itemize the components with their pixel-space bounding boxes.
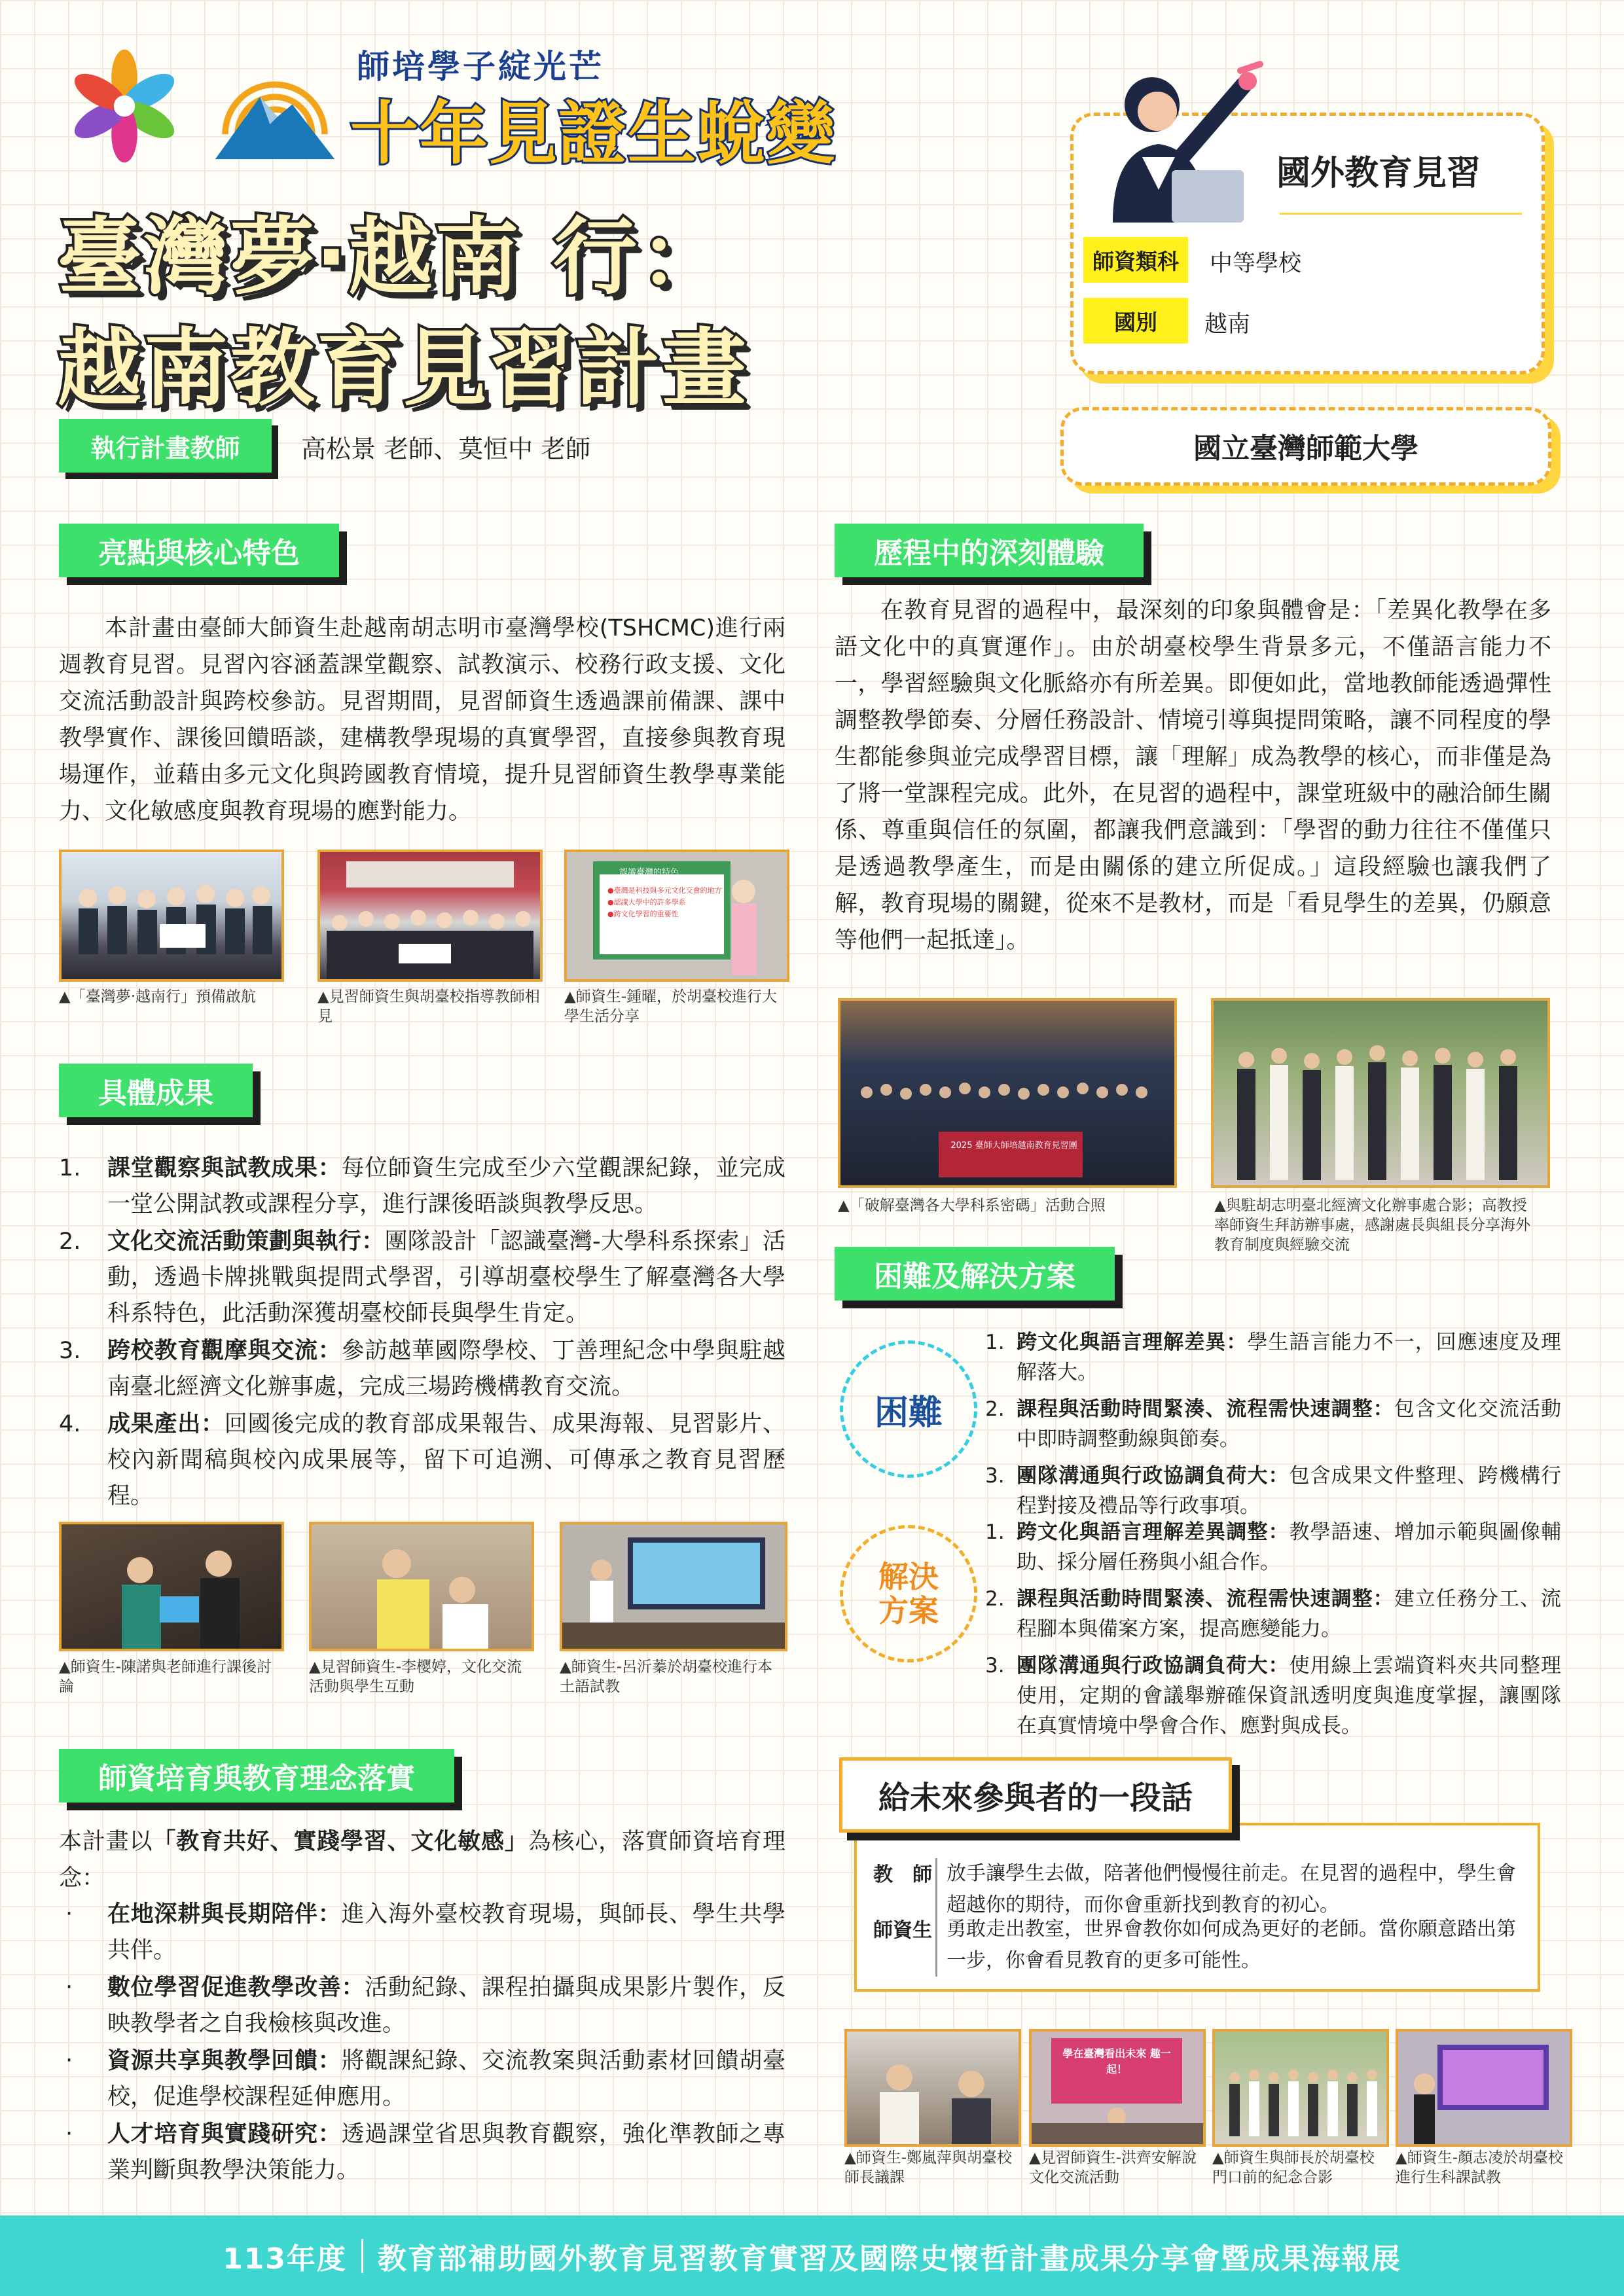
philosophy-list (59, 1897, 785, 2190)
list-item (59, 1333, 785, 1405)
item-title: 課程與活動時間緊湊、流程需快速調整： (1017, 1587, 1394, 1611)
list-item (985, 1584, 1561, 1644)
list-number: 3. (985, 1464, 1005, 1488)
experience-text: 在教育見習的過程中，最深刻的印象與體會是：「差異化教學在多語文化中的真實運作」。由於胡臺校學生背景多元，不僅語言能力不一，學習經驗與文化脈絡亦有所差異。即便如此，當地教師能透過彈性調整教學節奏、分層任務設計、情境引導與提問策略，讓不同程度的學生都能參與並完成學習目標，讓「理解」成為教學的核心，而非僅是為了將一堂課程完成。此外，在見習的過程中，課堂班級中的融洽師生關係、尊重與信任的氛圍，都讓我們意識到：「學習的動力往往不僅僅只是透過教學產生，而是由關係的建立所促成。」這段經驗也讓我們了解，教育現場的關鍵，從來不是教材，而是「看見學生的差異，仍願意等他們一起抵達」。 (835, 598, 1551, 954)
section-heading-difficulties: 困難及解決方案 (835, 1247, 1115, 1300)
photo-caption: ▲師資生-呂沂蓁於胡臺校進行本土語試教 (560, 1659, 772, 1695)
photo-caption: ▲師資生與師長於胡臺校門口前的紀念合影 (1212, 2149, 1375, 2186)
photo-caption: ▲「破解臺灣各大學科系密碼」活動合照 (838, 1197, 1106, 1214)
list-number: 2. (985, 1397, 1005, 1421)
footer-year: 113年度 (223, 2242, 347, 2276)
solution-list (985, 1517, 1561, 1748)
photo-biology-teaching (1396, 2029, 1572, 2147)
item-title: 跨校教育觀摩與交流： (107, 1338, 342, 1364)
list-item (59, 1151, 785, 1223)
message-text-teacher: 放手讓學生去做，陪著他們慢慢往前走。在見習的過程中，學生會超越你的期待，而你會重新找到教育的初心。 (935, 1858, 1523, 1921)
teacher-illustration-icon (1074, 59, 1270, 223)
info-label-subject: 師資類科 (1083, 237, 1188, 283)
slide-text: 認識臺灣的特色 (619, 868, 679, 878)
item-text: 包含文化交流活動中即時調整動線與節奏。 (1017, 1397, 1561, 1451)
photo-culture-activity (309, 1522, 534, 1651)
intro-text: 為核心，落實師資培育理念： (59, 1829, 785, 1892)
list-item (985, 1394, 1561, 1454)
item-text: 活動紀錄、課程拍攝與成果影片製作，反映教學者之自我檢核與改進。 (107, 1975, 785, 2037)
section-heading-highlights: 亮點與核心特色 (59, 524, 339, 577)
difficulty-label: 困難 (840, 1340, 977, 1478)
item-title: 跨文化與語言理解差異調整： (1017, 1520, 1290, 1544)
photo-caption: ▲與駐胡志明臺北經濟文化辦事處合影；高教授率師資生拜訪辦事處，感謝處長與組長分享海外教育制度與經驗交流 (1214, 1197, 1530, 1253)
solution-label-text: 解決方案 (878, 1559, 939, 1628)
item-text: 參訪越華國際學校、丁善理紀念中學與駐越南臺北經濟文化辦事處，完成三場跨機構教育交流。 (107, 1338, 785, 1400)
item-text: 將觀課紀錄、交流教案與活動素材回饋胡臺校，促進學校課程延伸應用。 (107, 2048, 785, 2110)
footer-divider (361, 2239, 363, 2273)
section-heading-results: 具體成果 (59, 1064, 253, 1117)
footer-text: 教育部補助國外教育見習教育實習及國際史懷哲計畫成果分享會暨成果海報展 (377, 2242, 1401, 2276)
item-title: 團隊溝通與行政協調負荷大： (1017, 1464, 1290, 1488)
message-label-student: 師資生 (873, 1919, 932, 1942)
message-label-teacher: 教 師 (873, 1863, 932, 1886)
message-row (870, 1858, 1523, 1921)
list-number: 1. (59, 1155, 81, 1181)
item-title: 文化交流活動策劃與執行： (107, 1229, 385, 1255)
photo-office-visit (1211, 998, 1550, 1188)
solution-label (840, 1525, 977, 1662)
list-item (985, 1517, 1561, 1577)
photo-university-sharing (564, 850, 789, 982)
item-title: 課程與活動時間緊湊、流程需快速調整： (1017, 1397, 1394, 1421)
list-item (59, 2043, 785, 2115)
photo-caption: ▲「臺灣夢‧越南行」預備啟航 (59, 988, 256, 1005)
banner-text: 2025 臺師大師培越南教育見習團 (950, 1141, 1077, 1151)
list-item (59, 1897, 785, 1969)
item-text: 回國後完成的教育部成果報告、成果海報、見習影片、校內新聞稿與校內成果展等，留下可追溯、可傳承之教育見習歷程。 (107, 1411, 785, 1509)
info-value-subject: 中等學校 (1210, 251, 1302, 277)
item-title: 資源共享與教學回饋： (107, 2048, 342, 2074)
list-item (985, 1327, 1561, 1388)
item-text: 教學語速、增加示範與圖像輔助、採分層任務與小組合作。 (1017, 1520, 1562, 1574)
section-heading-experience: 歷程中的深刻體驗 (835, 524, 1144, 577)
info-category: 國外教育見習 (1276, 154, 1481, 193)
photo-caption: ▲見習師資生-洪齊安解說文化交流活動 (1029, 2149, 1197, 2186)
item-title: 團隊溝通與行政協調負荷大： (1017, 1654, 1290, 1677)
message-box (854, 1823, 1540, 1992)
flower-logo-icon (65, 47, 183, 165)
item-title: 數位學習促進教學改善： (107, 1975, 365, 2001)
item-text: 進入海外臺校教育現場，與師長、學生共學共伴。 (107, 1901, 785, 1964)
intro-emphasis: 「教育共好、實踐學習、文化敏感」 (153, 1829, 528, 1855)
slide-text: 學在臺灣看出未來 趣一起！ (1062, 2047, 1171, 2075)
item-text: 使用線上雲端資料夾共同整理使用，定期的會議舉辦確保資訊透明度與進度掌握，讓團隊在真實情境中學會合作、應對與成長。 (1017, 1654, 1562, 1738)
list-number: 3. (59, 1338, 81, 1364)
info-label-country: 國別 (1083, 298, 1188, 344)
bullet: ‧ (65, 1901, 73, 1928)
highlights-text: 本計畫由臺師大師資生赴越南胡志明市臺灣學校(TSHCMC)進行兩週教育見習。見習內容涵蓋課堂觀察、試教演示、校務行政支援、文化交流活動設計與跨校參訪。見習期間，見習師資生透過課前備課、課中教學實作、課後回饋晤談，建構教學現場的真實學習，直接參與教育現場運作，並藉由多元文化與跨國教育情境，提升見習師資生教學專業能力、文化敏感度與教育現場的應對能力。 (59, 615, 785, 825)
university-name: 國立臺灣師範大學 (1060, 407, 1551, 486)
message-text-student: 勇敢走出教室，世界會教你如何成為更好的老師。當你願意踏出第一步，你會看見教育的更多可能性。 (935, 1914, 1523, 1977)
intro-text: 本計畫以 (59, 1829, 153, 1855)
slide-text (607, 885, 722, 920)
info-value-country: 越南 (1204, 312, 1251, 338)
brand-subtitle: 師培學子綻光芒 (357, 48, 604, 86)
photo-meet-mentors (317, 850, 543, 982)
poster-title-line2: 越南教育見習計畫 (58, 320, 749, 418)
difficulty-list (985, 1327, 1561, 1528)
photo-group-departure (59, 850, 284, 982)
photo-school-gate (1212, 2029, 1389, 2147)
photo-caption: ▲見習師資生-李樱婷，文化交流活動與學生互動 (309, 1659, 522, 1695)
photo-caption: ▲師資生-鍾曜，於胡臺校進行大學生活分享 (564, 988, 777, 1025)
photo-group-activity (838, 998, 1177, 1188)
divider (1280, 213, 1522, 215)
teacher-label: 執行計畫教師 (59, 419, 272, 473)
slide-line: ●認識大學中的許多學系 (607, 898, 686, 906)
poster-title-line1: 臺灣夢‧越南 行： (58, 209, 727, 306)
item-text: 學生語言能力不一，回應速度及理解落大。 (1017, 1331, 1562, 1384)
photo-local-language-teaching (560, 1522, 787, 1651)
footer-bar (0, 2215, 1624, 2296)
item-title: 課堂觀察與試教成果： (107, 1155, 342, 1181)
item-text: 建立任務分工、流程腳本與備案方案，提高應變能力。 (1017, 1587, 1561, 1641)
message-row (870, 1914, 1523, 1977)
results-list (59, 1151, 785, 1516)
list-number: 1. (985, 1331, 1005, 1354)
item-text: 團隊設計「認識臺灣-大學科系探索」活動，透過卡牌挑戰與提問式學習，引導胡臺校學生了解臺灣各大學科系特色，此活動深獲胡臺校師長與學生肯定。 (107, 1229, 785, 1327)
item-text: 透過課堂省思與教育觀察，強化準教師之專業判斷與教學決策能力。 (107, 2121, 785, 2183)
item-text: 包含成果文件整理、跨機構行程對接及禮品等行政事項。 (1017, 1464, 1562, 1518)
photo-activity-explanation (1029, 2029, 1206, 2147)
photo-post-lesson-discussion (59, 1522, 284, 1651)
section-heading-philosophy: 師資培育與教育理念落實 (59, 1749, 454, 1803)
list-item (59, 1407, 785, 1515)
list-number: 1. (985, 1520, 1005, 1544)
list-item (59, 1224, 785, 1332)
philosophy-intro (59, 1823, 785, 1897)
slide-line: ●臺灣是科技與多元文化交會的地方 (607, 886, 722, 895)
slide-line: ●跨文化學習的重要性 (607, 910, 679, 918)
item-title: 成果產出： (107, 1411, 225, 1437)
teacher-names: 高松景 老師、莫恒中 老師 (301, 435, 591, 463)
bullet: ‧ (65, 2048, 73, 2074)
list-number: 2. (985, 1587, 1005, 1611)
item-title: 人才培育與實踐研究： (107, 2121, 342, 2147)
list-number: 2. (59, 1229, 81, 1255)
photo-lesson-review (844, 2029, 1021, 2147)
bullet: ‧ (65, 2121, 73, 2147)
item-title: 跨文化與語言理解差異： (1017, 1331, 1248, 1354)
photo-caption: ▲見習師資生與胡臺校指導教師相見 (317, 988, 540, 1025)
photo-caption: ▲師資生-陳諾與老師進行課後討論 (59, 1659, 272, 1695)
brand-title: 十年見證生蛻變 (350, 94, 837, 173)
list-item (59, 2117, 785, 2189)
list-number: 3. (985, 1654, 1005, 1677)
item-text: 每位師資生完成至少六堂觀課紀錄，並完成一堂公開試教或課程分享，進行課後晤談與教學反思。 (107, 1155, 785, 1217)
section-heading-message: 給未來參與者的一段話 (839, 1757, 1232, 1833)
photo-caption: ▲師資生-顏志凌於胡臺校進行生科課試教 (1396, 2149, 1563, 2186)
list-item (985, 1651, 1561, 1741)
list-number: 4. (59, 1411, 81, 1437)
bullet: ‧ (65, 1975, 73, 2001)
item-title: 在地深耕與長期陪伴： (107, 1901, 342, 1928)
photo-caption: ▲師資生-鄭嵐萍與胡臺校師長議課 (844, 2149, 1012, 2186)
mountain-sun-logo-icon (213, 47, 337, 162)
list-item (59, 1970, 785, 2042)
list-item (985, 1461, 1561, 1521)
